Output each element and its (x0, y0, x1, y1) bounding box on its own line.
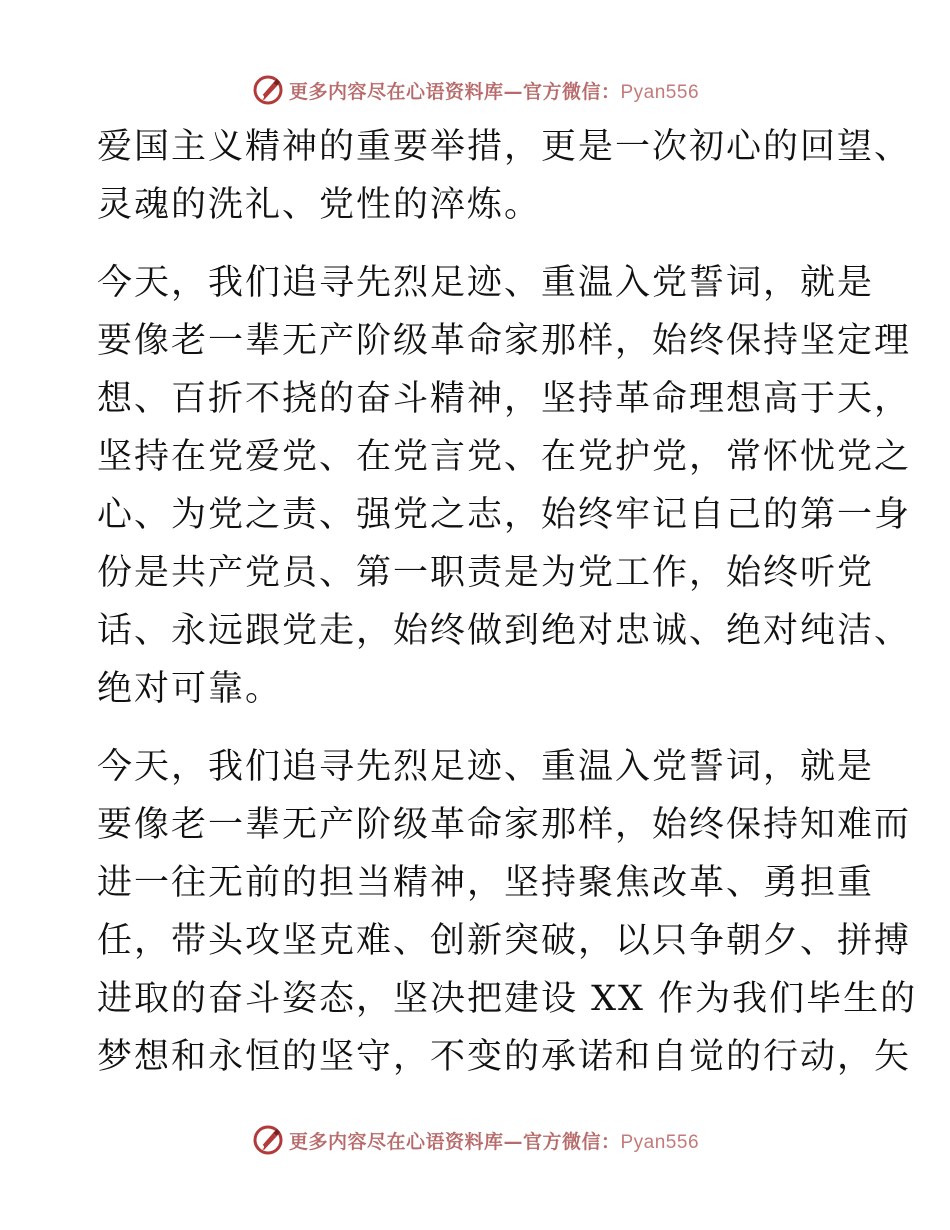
text-line: 爱国主义精神的重要举措，更是一次初心的回望、 (97, 127, 912, 167)
paragraph-3 (97, 738, 918, 1086)
paragraph-2 (97, 254, 912, 718)
text-line: 任，带头攻坚克难、创新突破，以只争朝夕、拼搏 (97, 921, 912, 961)
text-line: 份是共产党员、第一职责是为党工作，始终听党 (97, 553, 875, 593)
watermark-text-cn: 更多内容尽在心语资料库—官方微信： (288, 80, 621, 103)
text-line: 绝对可靠。 (97, 669, 283, 709)
text-line: 今天，我们追寻先烈足迹、重温入党誓词，就是 (97, 747, 875, 787)
header-watermark (0, 70, 950, 110)
watermark-text-en: Pyan556 (620, 81, 700, 103)
text-line: 梦想和永恒的坚守，不变的承诺和自觉的行动，矢 (97, 1037, 912, 1077)
text-line: 心、为党之责、强党之志，始终牢记自己的第一身 (97, 495, 912, 535)
watermark-text-en: Pyan556 (620, 1131, 700, 1153)
text-line: 灵魂的洗礼、党性的淬炼。 (97, 185, 542, 225)
text-line: 今天，我们追寻先烈足迹、重温入党誓词，就是 (97, 263, 875, 303)
text-line: 话、永远跟党走，始终做到绝对忠诚、绝对纯洁、 (97, 611, 912, 651)
text-line: 要像老一辈无产阶级革命家那样，始终保持坚定理 (97, 321, 912, 361)
pen-logo-icon (251, 1123, 285, 1157)
text-line: 进一往无前的担当精神，坚持聚焦改革、勇担重 (97, 863, 875, 903)
document-body (97, 118, 918, 1086)
paragraph-1 (97, 118, 912, 234)
footer-watermark (0, 1120, 950, 1160)
text-line: 进取的奋斗姿态，坚决把建设 XX 作为我们毕生的 (97, 979, 918, 1019)
text-line: 要像老一辈无产阶级革命家那样，始终保持知难而 (97, 805, 912, 845)
text-line: 想、百折不挠的奋斗精神，坚持革命理想高于天， (97, 379, 912, 419)
pen-logo-icon (251, 73, 285, 107)
watermark-text-cn: 更多内容尽在心语资料库—官方微信： (288, 1130, 621, 1153)
text-line: 坚持在党爱党、在党言党、在党护党，常怀忧党之 (97, 437, 912, 477)
